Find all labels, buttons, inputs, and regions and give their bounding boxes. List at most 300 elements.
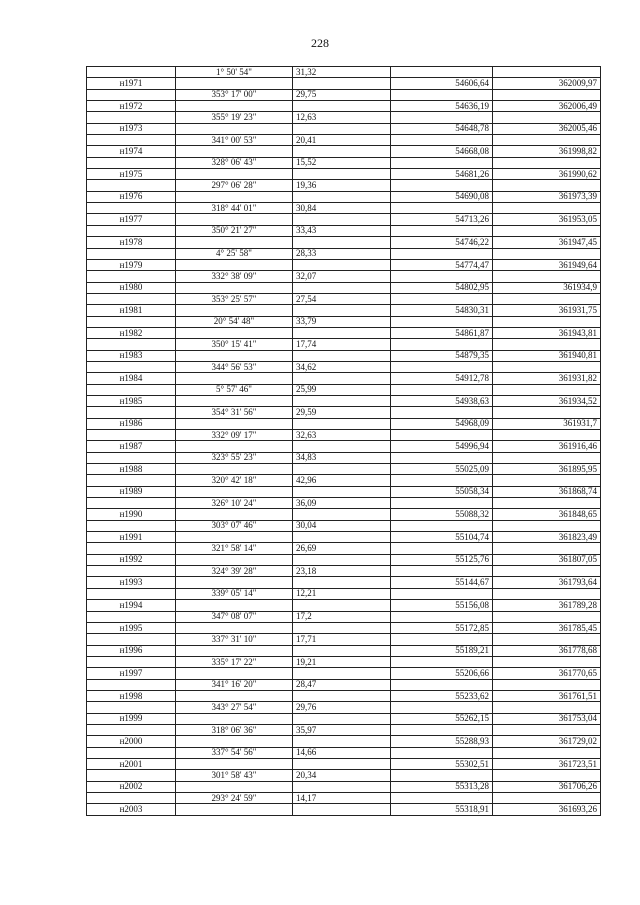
point-row xyxy=(87,713,601,724)
direction-angle-cell: 337° 54' 56" xyxy=(176,747,293,758)
direction-angle-cell xyxy=(176,373,293,384)
point-cell xyxy=(87,248,176,259)
y-coordinate-cell xyxy=(493,724,601,735)
point-row xyxy=(87,418,601,429)
point-row xyxy=(87,441,601,452)
distance-cell: 36,09 xyxy=(293,498,391,509)
direction-angle-cell xyxy=(176,736,293,747)
point-name-cell: н1973 xyxy=(87,123,176,134)
y-coordinate-cell: 361706,26 xyxy=(493,781,601,792)
distance-cell xyxy=(293,486,391,497)
y-coordinate-cell xyxy=(493,634,601,645)
x-coordinate-cell xyxy=(391,248,493,259)
distance-cell xyxy=(293,191,391,202)
x-coordinate-cell: 54996,94 xyxy=(391,441,493,452)
direction-angle-cell xyxy=(176,78,293,89)
x-coordinate-cell: 55058,34 xyxy=(391,486,493,497)
distance-cell xyxy=(293,259,391,270)
y-coordinate-cell: 361823,49 xyxy=(493,532,601,543)
y-coordinate-cell xyxy=(493,498,601,509)
point-row xyxy=(87,191,601,202)
direction-angle-cell: 301° 58' 43" xyxy=(176,770,293,781)
distance-cell: 28,47 xyxy=(293,679,391,690)
x-coordinate-cell: 55172,85 xyxy=(391,622,493,633)
distance-cell xyxy=(293,214,391,225)
direction-angle-cell xyxy=(176,395,293,406)
y-coordinate-cell xyxy=(493,361,601,372)
x-coordinate-cell: 54681,26 xyxy=(391,169,493,180)
direction-angle-cell: 332° 38' 09" xyxy=(176,271,293,282)
point-cell xyxy=(87,679,176,690)
point-name-cell: н1995 xyxy=(87,622,176,633)
distance-cell: 34,62 xyxy=(293,361,391,372)
distance-cell: 17,71 xyxy=(293,634,391,645)
y-coordinate-cell xyxy=(493,452,601,463)
x-coordinate-cell xyxy=(391,67,493,78)
point-row xyxy=(87,509,601,520)
direction-angle-cell xyxy=(176,418,293,429)
y-coordinate-cell xyxy=(493,293,601,304)
distance-cell xyxy=(293,101,391,112)
y-coordinate-cell xyxy=(493,248,601,259)
x-coordinate-cell xyxy=(391,475,493,486)
y-coordinate-cell xyxy=(493,679,601,690)
point-cell xyxy=(87,588,176,599)
distance-cell: 23,18 xyxy=(293,566,391,577)
y-coordinate-cell xyxy=(493,520,601,531)
y-coordinate-cell xyxy=(493,611,601,622)
point-cell xyxy=(87,225,176,236)
distance-cell xyxy=(293,577,391,588)
distance-cell xyxy=(293,736,391,747)
y-coordinate-cell: 361931,7 xyxy=(493,418,601,429)
x-coordinate-cell xyxy=(391,407,493,418)
y-coordinate-cell: 361793,64 xyxy=(493,577,601,588)
direction-angle-cell xyxy=(176,282,293,293)
point-name-cell: н1986 xyxy=(87,418,176,429)
segment-row xyxy=(87,180,601,191)
x-coordinate-cell xyxy=(391,89,493,100)
direction-angle-cell xyxy=(176,622,293,633)
direction-angle-cell xyxy=(176,259,293,270)
x-coordinate-cell xyxy=(391,339,493,350)
y-coordinate-cell: 361934,52 xyxy=(493,395,601,406)
point-cell xyxy=(87,112,176,123)
distance-cell: 32,63 xyxy=(293,430,391,441)
direction-angle-cell: 335° 17' 22" xyxy=(176,656,293,667)
x-coordinate-cell: 54713,26 xyxy=(391,214,493,225)
distance-cell: 33,43 xyxy=(293,225,391,236)
distance-cell: 12,63 xyxy=(293,112,391,123)
y-coordinate-cell: 362006,49 xyxy=(493,101,601,112)
point-cell xyxy=(87,180,176,191)
distance-cell: 25,99 xyxy=(293,384,391,395)
x-coordinate-cell: 54912,78 xyxy=(391,373,493,384)
x-coordinate-cell xyxy=(391,679,493,690)
y-coordinate-cell xyxy=(493,89,601,100)
direction-angle-cell xyxy=(176,577,293,588)
distance-cell xyxy=(293,464,391,475)
point-row xyxy=(87,373,601,384)
point-cell xyxy=(87,407,176,418)
y-coordinate-cell xyxy=(493,475,601,486)
distance-cell xyxy=(293,169,391,180)
segment-row xyxy=(87,135,601,146)
x-coordinate-cell: 55189,21 xyxy=(391,645,493,656)
x-coordinate-cell: 54648,78 xyxy=(391,123,493,134)
point-cell xyxy=(87,452,176,463)
y-coordinate-cell xyxy=(493,588,601,599)
x-coordinate-cell: 55288,93 xyxy=(391,736,493,747)
direction-angle-cell xyxy=(176,101,293,112)
distance-cell xyxy=(293,350,391,361)
y-coordinate-cell xyxy=(493,702,601,713)
y-coordinate-cell: 361778,68 xyxy=(493,645,601,656)
segment-row xyxy=(87,89,601,100)
y-coordinate-cell: 361770,65 xyxy=(493,668,601,679)
segment-row xyxy=(87,430,601,441)
x-coordinate-cell xyxy=(391,588,493,599)
x-coordinate-cell: 55156,08 xyxy=(391,600,493,611)
direction-angle-cell: 323° 55' 23" xyxy=(176,452,293,463)
x-coordinate-cell: 55313,28 xyxy=(391,781,493,792)
y-coordinate-cell: 361848,65 xyxy=(493,509,601,520)
point-row xyxy=(87,532,601,543)
point-name-cell: н1993 xyxy=(87,577,176,588)
point-cell xyxy=(87,339,176,350)
point-name-cell: н1984 xyxy=(87,373,176,384)
point-row xyxy=(87,736,601,747)
x-coordinate-cell xyxy=(391,770,493,781)
distance-cell: 42,96 xyxy=(293,475,391,486)
distance-cell xyxy=(293,78,391,89)
x-coordinate-cell: 55104,74 xyxy=(391,532,493,543)
y-coordinate-cell xyxy=(493,339,601,350)
distance-cell: 29,75 xyxy=(293,89,391,100)
direction-angle-cell xyxy=(176,441,293,452)
distance-cell xyxy=(293,373,391,384)
direction-angle-cell: 355° 19' 23" xyxy=(176,112,293,123)
direction-angle-cell xyxy=(176,554,293,565)
segment-row xyxy=(87,475,601,486)
direction-angle-cell: 4° 25' 58" xyxy=(176,248,293,259)
x-coordinate-cell: 55262,15 xyxy=(391,713,493,724)
distance-cell: 33,79 xyxy=(293,316,391,327)
y-coordinate-cell xyxy=(493,135,601,146)
x-coordinate-cell xyxy=(391,543,493,554)
x-coordinate-cell xyxy=(391,747,493,758)
direction-angle-cell: 350° 21' 27" xyxy=(176,225,293,236)
segment-row xyxy=(87,566,601,577)
direction-angle-cell: 297° 06' 28" xyxy=(176,180,293,191)
distance-cell: 14,66 xyxy=(293,747,391,758)
y-coordinate-cell xyxy=(493,112,601,123)
distance-cell: 35,97 xyxy=(293,724,391,735)
point-name-cell: н1997 xyxy=(87,668,176,679)
x-coordinate-cell xyxy=(391,157,493,168)
direction-angle-cell xyxy=(176,214,293,225)
direction-angle-cell: 339° 05' 14" xyxy=(176,588,293,599)
y-coordinate-cell: 361943,81 xyxy=(493,327,601,338)
direction-angle-cell xyxy=(176,123,293,134)
distance-cell: 12,21 xyxy=(293,588,391,599)
direction-angle-cell xyxy=(176,600,293,611)
segment-row xyxy=(87,634,601,645)
x-coordinate-cell: 55206,66 xyxy=(391,668,493,679)
y-coordinate-cell: 361990,62 xyxy=(493,169,601,180)
direction-angle-cell: 328° 06' 43" xyxy=(176,157,293,168)
page-number: 228 xyxy=(311,36,329,50)
distance-cell xyxy=(293,509,391,520)
x-coordinate-cell: 55088,32 xyxy=(391,509,493,520)
y-coordinate-cell: 361940,81 xyxy=(493,350,601,361)
point-row xyxy=(87,645,601,656)
x-coordinate-cell xyxy=(391,793,493,804)
direction-angle-cell: 337° 31' 10" xyxy=(176,634,293,645)
y-coordinate-cell: 362005,46 xyxy=(493,123,601,134)
y-coordinate-cell xyxy=(493,157,601,168)
y-coordinate-cell: 361693,26 xyxy=(493,804,601,815)
distance-cell: 30,04 xyxy=(293,520,391,531)
x-coordinate-cell: 54690,08 xyxy=(391,191,493,202)
point-name-cell: н1999 xyxy=(87,713,176,724)
x-coordinate-cell: 54746,22 xyxy=(391,237,493,248)
point-name-cell: н1972 xyxy=(87,101,176,112)
y-coordinate-cell: 361998,82 xyxy=(493,146,601,157)
distance-cell: 19,36 xyxy=(293,180,391,191)
point-cell xyxy=(87,430,176,441)
x-coordinate-cell: 55025,09 xyxy=(391,464,493,475)
point-name-cell: н1975 xyxy=(87,169,176,180)
point-row xyxy=(87,804,601,815)
segment-row xyxy=(87,407,601,418)
distance-cell: 15,52 xyxy=(293,157,391,168)
segment-row xyxy=(87,203,601,214)
point-row xyxy=(87,577,601,588)
point-row xyxy=(87,101,601,112)
direction-angle-cell: 326° 10' 24" xyxy=(176,498,293,509)
x-coordinate-cell xyxy=(391,634,493,645)
x-coordinate-cell: 55125,76 xyxy=(391,554,493,565)
y-coordinate-cell xyxy=(493,770,601,781)
y-coordinate-cell: 361949,64 xyxy=(493,259,601,270)
segment-row xyxy=(87,543,601,554)
segment-row xyxy=(87,520,601,531)
direction-angle-cell xyxy=(176,464,293,475)
distance-cell xyxy=(293,441,391,452)
distance-cell xyxy=(293,781,391,792)
point-cell xyxy=(87,566,176,577)
point-row xyxy=(87,668,601,679)
y-coordinate-cell xyxy=(493,656,601,667)
point-name-cell: н1977 xyxy=(87,214,176,225)
point-row xyxy=(87,395,601,406)
point-cell xyxy=(87,67,176,78)
direction-angle-cell: 341° 16' 20" xyxy=(176,679,293,690)
distance-cell: 28,33 xyxy=(293,248,391,259)
point-cell xyxy=(87,747,176,758)
segment-row xyxy=(87,157,601,168)
distance-cell: 30,84 xyxy=(293,203,391,214)
direction-angle-cell: 1° 50' 54" xyxy=(176,67,293,78)
direction-angle-cell xyxy=(176,713,293,724)
distance-cell: 32,07 xyxy=(293,271,391,282)
direction-angle-cell: 318° 44' 01" xyxy=(176,203,293,214)
point-name-cell: н1990 xyxy=(87,509,176,520)
y-coordinate-cell: 361723,51 xyxy=(493,758,601,769)
x-coordinate-cell xyxy=(391,430,493,441)
point-row xyxy=(87,758,601,769)
x-coordinate-cell xyxy=(391,225,493,236)
y-coordinate-cell xyxy=(493,180,601,191)
x-coordinate-cell xyxy=(391,702,493,713)
y-coordinate-cell: 361947,45 xyxy=(493,237,601,248)
direction-angle-cell: 320° 42' 18" xyxy=(176,475,293,486)
distance-cell: 20,34 xyxy=(293,770,391,781)
direction-angle-cell xyxy=(176,509,293,520)
segment-row xyxy=(87,316,601,327)
point-row xyxy=(87,305,601,316)
point-cell xyxy=(87,475,176,486)
segment-row xyxy=(87,293,601,304)
segment-row xyxy=(87,588,601,599)
direction-angle-cell xyxy=(176,305,293,316)
y-coordinate-cell: 361895,95 xyxy=(493,464,601,475)
x-coordinate-cell xyxy=(391,452,493,463)
y-coordinate-cell: 361934,9 xyxy=(493,282,601,293)
direction-angle-cell: 324° 39' 28" xyxy=(176,566,293,577)
point-row xyxy=(87,169,601,180)
distance-cell xyxy=(293,418,391,429)
x-coordinate-cell xyxy=(391,293,493,304)
x-coordinate-cell: 55144,67 xyxy=(391,577,493,588)
direction-angle-cell: 347° 08' 07" xyxy=(176,611,293,622)
direction-angle-cell: 353° 17' 00" xyxy=(176,89,293,100)
coordinates-table xyxy=(86,66,601,816)
distance-cell: 26,69 xyxy=(293,543,391,554)
x-coordinate-cell xyxy=(391,316,493,327)
distance-cell xyxy=(293,395,391,406)
segment-row xyxy=(87,452,601,463)
y-coordinate-cell xyxy=(493,316,601,327)
point-name-cell: н1987 xyxy=(87,441,176,452)
point-row xyxy=(87,237,601,248)
point-name-cell: н1985 xyxy=(87,395,176,406)
direction-angle-cell xyxy=(176,758,293,769)
point-cell xyxy=(87,634,176,645)
direction-angle-cell: 353° 25' 57" xyxy=(176,293,293,304)
x-coordinate-cell xyxy=(391,611,493,622)
point-row xyxy=(87,123,601,134)
segment-row xyxy=(87,724,601,735)
distance-cell: 17,2 xyxy=(293,611,391,622)
segment-row xyxy=(87,361,601,372)
segment-row xyxy=(87,271,601,282)
point-row xyxy=(87,781,601,792)
direction-angle-cell xyxy=(176,781,293,792)
y-coordinate-cell: 361916,46 xyxy=(493,441,601,452)
point-cell xyxy=(87,293,176,304)
segment-row xyxy=(87,384,601,395)
x-coordinate-cell: 54802,95 xyxy=(391,282,493,293)
point-name-cell: н1982 xyxy=(87,327,176,338)
point-cell xyxy=(87,611,176,622)
point-name-cell: н1998 xyxy=(87,690,176,701)
distance-cell xyxy=(293,600,391,611)
x-coordinate-cell xyxy=(391,180,493,191)
x-coordinate-cell xyxy=(391,203,493,214)
distance-cell xyxy=(293,804,391,815)
x-coordinate-cell xyxy=(391,361,493,372)
direction-angle-cell xyxy=(176,804,293,815)
y-coordinate-cell: 361931,82 xyxy=(493,373,601,384)
y-coordinate-cell xyxy=(493,543,601,554)
point-cell xyxy=(87,656,176,667)
distance-cell xyxy=(293,532,391,543)
point-row xyxy=(87,78,601,89)
distance-cell: 29,76 xyxy=(293,702,391,713)
direction-angle-cell xyxy=(176,532,293,543)
point-row xyxy=(87,214,601,225)
point-name-cell: н1992 xyxy=(87,554,176,565)
distance-cell xyxy=(293,668,391,679)
point-cell xyxy=(87,361,176,372)
x-coordinate-cell xyxy=(391,498,493,509)
distance-cell xyxy=(293,622,391,633)
x-coordinate-cell: 54606,64 xyxy=(391,78,493,89)
point-row xyxy=(87,554,601,565)
point-name-cell: н1989 xyxy=(87,486,176,497)
point-row xyxy=(87,464,601,475)
point-cell xyxy=(87,702,176,713)
y-coordinate-cell: 361729,02 xyxy=(493,736,601,747)
distance-cell: 31,32 xyxy=(293,67,391,78)
direction-angle-cell xyxy=(176,169,293,180)
direction-angle-cell: 354° 31' 56" xyxy=(176,407,293,418)
x-coordinate-cell: 54636,19 xyxy=(391,101,493,112)
point-cell xyxy=(87,770,176,781)
distance-cell: 20,41 xyxy=(293,135,391,146)
point-name-cell: н1996 xyxy=(87,645,176,656)
point-name-cell: н1979 xyxy=(87,259,176,270)
y-coordinate-cell xyxy=(493,747,601,758)
x-coordinate-cell: 54774,47 xyxy=(391,259,493,270)
point-name-cell: н1974 xyxy=(87,146,176,157)
point-name-cell: н1991 xyxy=(87,532,176,543)
point-row xyxy=(87,282,601,293)
point-cell xyxy=(87,520,176,531)
y-coordinate-cell xyxy=(493,430,601,441)
y-coordinate-cell: 361753,04 xyxy=(493,713,601,724)
segment-row xyxy=(87,656,601,667)
distance-cell: 27,54 xyxy=(293,293,391,304)
y-coordinate-cell xyxy=(493,271,601,282)
distance-cell xyxy=(293,327,391,338)
point-cell xyxy=(87,135,176,146)
distance-cell xyxy=(293,123,391,134)
y-coordinate-cell xyxy=(493,203,601,214)
point-row xyxy=(87,146,601,157)
x-coordinate-cell: 55302,51 xyxy=(391,758,493,769)
direction-angle-cell xyxy=(176,237,293,248)
point-name-cell: н2002 xyxy=(87,781,176,792)
y-coordinate-cell: 361868,74 xyxy=(493,486,601,497)
direction-angle-cell: 343° 27' 54" xyxy=(176,702,293,713)
direction-angle-cell: 321° 58' 14" xyxy=(176,543,293,554)
x-coordinate-cell: 55233,62 xyxy=(391,690,493,701)
point-name-cell: н1976 xyxy=(87,191,176,202)
direction-angle-cell: 293° 24' 59" xyxy=(176,793,293,804)
